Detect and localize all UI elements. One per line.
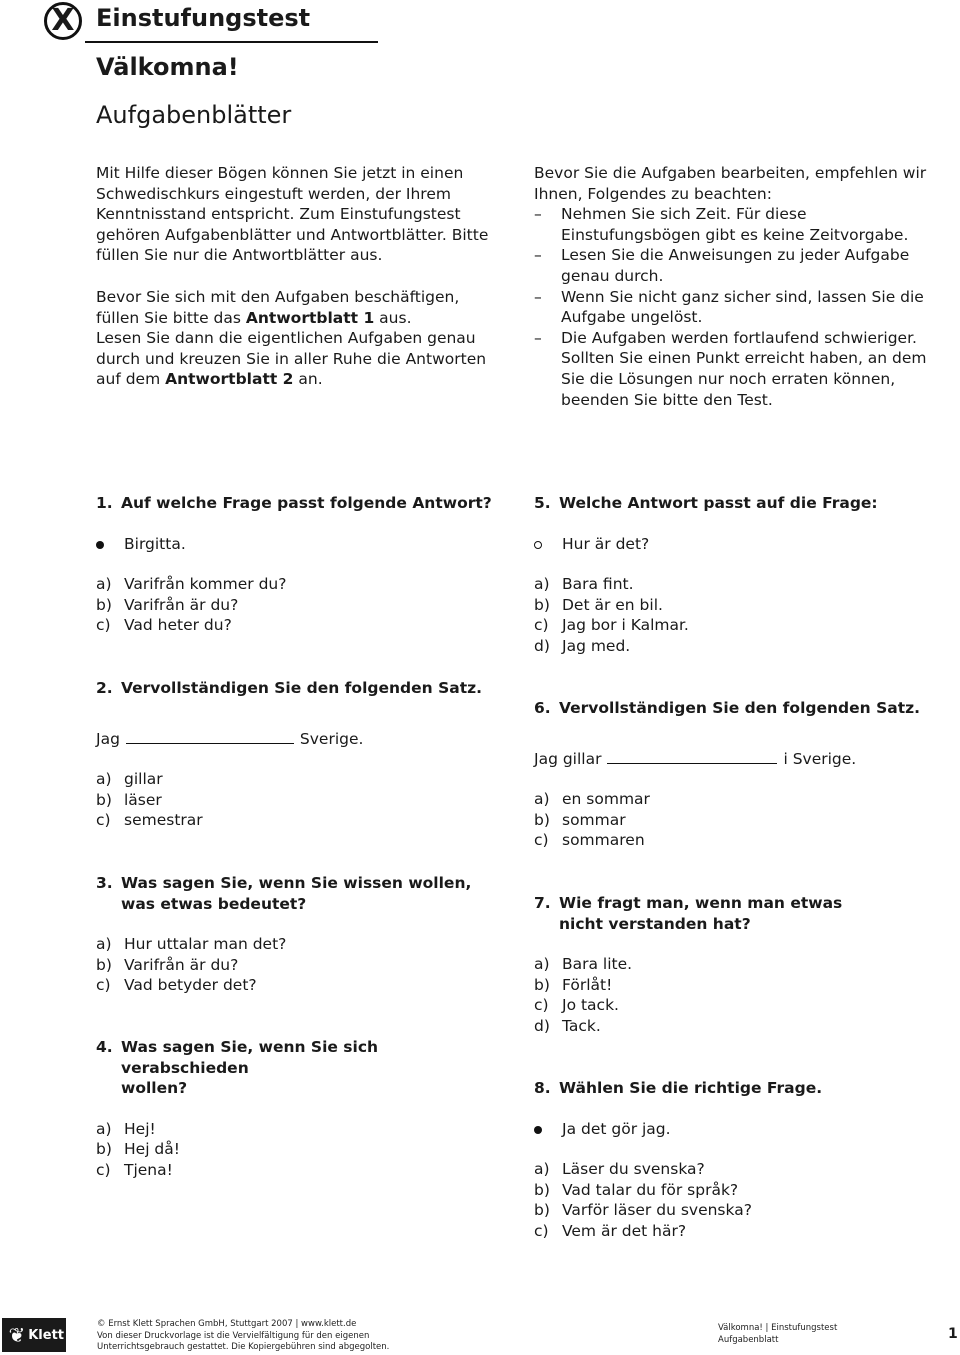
- option-label: b): [96, 595, 112, 614]
- option-label: a): [96, 575, 112, 594]
- option-text: Varifrån kommer du?: [124, 575, 287, 594]
- klett-emblem-icon: ❦: [8, 1323, 26, 1347]
- option-label: b): [96, 1140, 112, 1159]
- instruction-text: Lesen Sie die Anweisungen zu jeder Aufgabe genau durch.: [561, 246, 910, 285]
- answer-blank: [607, 749, 777, 764]
- section-heading: Aufgabenblätter: [96, 101, 292, 129]
- intro-paragraph-1: Mit Hilfe dieser Bögen können Sie jetzt in einen Schwedischkurs eingestuft werden, der Ihrem Kenntnisstand entspricht. Zum Einstufungstest gehören Aufgabenblätter und Antwortblätter. Bitte füllen Sie nur die Antwortblätter aus.: [96, 164, 489, 265]
- answer-option: [96, 955, 506, 976]
- page-title: Einstufungstest: [96, 4, 311, 32]
- question-text: Wählen Sie die richtige Frage.: [559, 1079, 823, 1097]
- reference-line: Aufgabenblatt: [718, 1334, 779, 1345]
- option-label: d): [534, 1016, 550, 1035]
- sentence-start: Jag gillar: [534, 749, 602, 768]
- option-text: semestrar: [124, 811, 203, 830]
- question-prompt: [96, 534, 506, 555]
- question-title: [96, 1037, 506, 1099]
- instruction-item: [534, 287, 934, 328]
- option-label: b): [96, 955, 112, 974]
- intro-paragraph-2: [96, 287, 496, 328]
- question-text-line: was etwas bedeutet?: [121, 894, 307, 913]
- question-number: 4.: [96, 1038, 113, 1056]
- question-title: [96, 678, 506, 699]
- question-8: [534, 1078, 944, 1242]
- question-prompt: [534, 1119, 944, 1140]
- option-label: c): [96, 811, 111, 830]
- answer-option: [534, 954, 944, 975]
- option-label: b): [534, 595, 550, 614]
- dash-bullet: –: [534, 287, 542, 306]
- answer-options: [96, 769, 506, 831]
- question-title: [96, 873, 506, 914]
- instruction-text: Nehmen Sie sich Zeit. Für diese Einstufungsbögen gibt es keine Zeitvorgabe.: [561, 205, 909, 244]
- answer-option: [96, 1160, 506, 1181]
- reference-line: Välkomna! | Einstufungstest: [718, 1323, 838, 1333]
- answer-option: [96, 1139, 506, 1160]
- option-label: c): [534, 616, 549, 635]
- intro-p3-text: Lesen Sie dann die eigentlichen Aufgaben genau durch und kreuzen Sie in aller Ruhe die Antworten auf dem: [96, 329, 487, 389]
- copyright-line: Von dieser Druckvorlage ist die Vervielfältigung für den eigenen: [97, 1330, 370, 1341]
- title-rule: [85, 41, 378, 43]
- question-text: Auf welche Frage passt folgende Antwort?: [121, 494, 492, 512]
- instruction-text: Wenn Sie nicht ganz sicher sind, lassen Sie die Aufgabe ungelöst.: [561, 287, 924, 327]
- answer-option: [534, 636, 944, 657]
- question-title: [534, 493, 944, 514]
- klett-logo: [2, 1318, 66, 1352]
- prompt-text: Birgitta.: [124, 534, 186, 553]
- answer-option: [96, 975, 506, 996]
- option-label: b): [534, 975, 550, 994]
- option-label: a): [96, 935, 112, 954]
- answer-option: [96, 769, 506, 790]
- option-label: b): [96, 790, 112, 809]
- answer-option: [534, 595, 944, 616]
- answer-option: [534, 574, 944, 595]
- option-text: Tack.: [562, 1016, 601, 1035]
- instruction-item: [534, 328, 934, 410]
- question-number: 2.: [96, 679, 113, 697]
- filled-bullet-icon: [534, 1119, 562, 1140]
- answer-option: [534, 1200, 944, 1221]
- dash-bullet: –: [534, 205, 542, 224]
- option-label: a): [534, 1160, 550, 1179]
- question-6: [534, 698, 944, 851]
- question-number: 5.: [534, 494, 551, 512]
- option-text: gillar: [124, 770, 163, 789]
- option-label: c): [534, 1221, 549, 1240]
- answer-option: [96, 934, 506, 955]
- intro-p2-bold: Antwortblatt 1: [245, 308, 375, 327]
- intro-paragraph-3: [96, 328, 496, 390]
- welcome-heading: Välkomna!: [96, 53, 239, 81]
- option-label: b): [534, 1180, 550, 1199]
- answer-option: [96, 574, 506, 595]
- answer-options: [534, 1159, 944, 1241]
- option-text: en sommar: [562, 790, 650, 809]
- question-text-line: wollen?: [121, 1079, 188, 1098]
- option-text: Varför läser du svenska?: [562, 1201, 752, 1220]
- option-label: c): [96, 1160, 111, 1179]
- answer-option: [96, 595, 506, 616]
- question-text-line: Wie fragt man, wenn man etwas: [559, 894, 843, 912]
- question-text: Vervollständigen Sie den folgenden Satz.: [121, 679, 483, 697]
- option-text: Jag med.: [562, 636, 631, 655]
- option-label: c): [534, 831, 549, 850]
- answer-option: [96, 615, 506, 636]
- option-text: Förlåt!: [562, 975, 613, 994]
- sentence-end: i Sverige.: [783, 749, 857, 768]
- question-title: [96, 493, 506, 514]
- answer-option: [534, 810, 944, 831]
- logo-glyph: X: [51, 3, 75, 38]
- answer-option: [96, 790, 506, 811]
- question-text: [121, 873, 471, 914]
- answer-blank: [126, 729, 294, 744]
- option-text: Hej då!: [124, 1140, 180, 1159]
- question-text: [121, 1037, 506, 1099]
- question-3: [96, 873, 506, 996]
- option-label: c): [96, 616, 111, 635]
- answer-option: [534, 975, 944, 996]
- copyright-line: Unterrichtsgebrauch gestattet. Die Kopiergebühren sind abgegolten.: [97, 1342, 390, 1352]
- answer-option: [96, 1119, 506, 1140]
- instruction-text: Die Aufgaben werden fortlaufend schwieriger. Sollten Sie einen Punkt erreicht haben, an dem Sie die Lösungen nur noch erraten können, beenden Sie bitte den Test.: [561, 328, 927, 409]
- question-text-line: Was sagen Sie, wenn Sie sich verabschieden: [121, 1038, 379, 1077]
- answer-options: [534, 789, 944, 851]
- answer-option: [534, 995, 944, 1016]
- question-prompt: [534, 534, 944, 555]
- question-4: [96, 1037, 506, 1181]
- answer-options: [96, 934, 506, 996]
- question-7: [534, 893, 944, 1037]
- answer-option: [534, 1180, 944, 1201]
- question-title: [534, 1078, 944, 1099]
- sentence-end: Sverige.: [299, 729, 364, 748]
- copyright-line: © Ernst Klett Sprachen GmbH, Stuttgart 2007 | www.klett.de: [97, 1319, 357, 1329]
- question-title: [534, 698, 944, 719]
- option-label: c): [534, 996, 549, 1015]
- instructions-lead: Bevor Sie die Aufgaben bearbeiten, empfehlen wir Ihnen, Folgendes zu beachten:: [534, 164, 927, 203]
- sentence-prompt: [96, 729, 506, 750]
- option-text: Hur uttalar man det?: [124, 935, 287, 954]
- answer-option: [534, 1016, 944, 1037]
- option-label: a): [534, 575, 550, 594]
- option-text: Jag bor i Kalmar.: [562, 616, 689, 635]
- option-label: a): [96, 1119, 112, 1138]
- option-text: Varifrån är du?: [124, 595, 239, 614]
- question-text-line: Was sagen Sie, wenn Sie wissen wollen,: [121, 874, 472, 892]
- question-number: 8.: [534, 1079, 551, 1097]
- answer-option: [534, 830, 944, 851]
- option-text: Vad talar du för språk?: [562, 1180, 739, 1199]
- intro-p2-end: aus.: [374, 308, 412, 327]
- option-text: sommaren: [562, 831, 645, 850]
- option-text: Läser du svenska?: [562, 1160, 705, 1179]
- intro-p2-text: Bevor Sie sich mit den Aufgaben beschäftigen, füllen Sie bitte das: [96, 288, 460, 327]
- test-logo-icon: [44, 2, 82, 40]
- question-text: Welche Antwort passt auf die Frage:: [559, 494, 878, 512]
- intro-p3-bold: Antwortblatt 2: [165, 370, 294, 389]
- option-label: a): [534, 955, 550, 974]
- dash-bullet: –: [534, 246, 542, 265]
- question-text-line: nicht verstanden hat?: [559, 914, 751, 933]
- question-text: Vervollständigen Sie den folgenden Satz.: [559, 699, 921, 717]
- option-label: b): [534, 810, 550, 829]
- option-label: b): [534, 1201, 550, 1220]
- open-bullet-icon: [534, 534, 562, 555]
- option-text: Tjena!: [124, 1160, 173, 1179]
- answer-options: [534, 954, 944, 1036]
- answer-options: [96, 574, 506, 636]
- question-number: 3.: [96, 874, 113, 892]
- option-label: d): [534, 636, 550, 655]
- sentence-start: Jag: [96, 729, 120, 748]
- option-label: a): [96, 770, 112, 789]
- option-text: Vad heter du?: [124, 616, 232, 635]
- answer-option: [534, 1159, 944, 1180]
- klett-brand: Klett: [28, 1327, 64, 1343]
- option-text: sommar: [562, 810, 626, 829]
- sentence-prompt: [534, 749, 944, 770]
- instruction-item: [534, 204, 934, 245]
- option-text: Jo tack.: [562, 996, 619, 1015]
- answer-option: [534, 789, 944, 810]
- answer-options: [96, 1119, 506, 1181]
- answer-option: [534, 1221, 944, 1242]
- instruction-item: [534, 245, 934, 286]
- answer-option: [96, 810, 506, 831]
- page-number: 1: [948, 1326, 958, 1342]
- option-label: c): [96, 976, 111, 995]
- answer-option: [534, 615, 944, 636]
- question-1: [96, 493, 506, 636]
- option-text: Bara fint.: [562, 575, 634, 594]
- dash-bullet: –: [534, 328, 542, 347]
- instructions-block: [534, 163, 934, 410]
- answer-options: [534, 574, 944, 656]
- prompt-text: Hur är det?: [562, 534, 650, 553]
- filled-bullet-icon: [96, 534, 124, 555]
- option-label: a): [534, 790, 550, 809]
- footer-reference: [718, 1323, 837, 1346]
- question-5: [534, 493, 944, 657]
- intro-p3-end: an.: [293, 370, 323, 389]
- option-text: Vad betyder det?: [124, 976, 257, 995]
- option-text: Bara lite.: [562, 955, 633, 974]
- question-number: 7.: [534, 894, 551, 912]
- question-number: 6.: [534, 699, 551, 717]
- option-text: Varifrån är du?: [124, 955, 239, 974]
- question-number: 1.: [96, 494, 113, 512]
- option-text: Hej!: [124, 1119, 156, 1138]
- footer-copyright: [97, 1319, 389, 1354]
- option-text: Det är en bil.: [562, 595, 663, 614]
- question-2: [96, 678, 506, 831]
- option-text: Vem är det här?: [562, 1221, 687, 1240]
- option-text: läser: [124, 790, 162, 809]
- prompt-text: Ja det gör jag.: [562, 1119, 671, 1138]
- question-text: [559, 893, 842, 934]
- question-title: [534, 893, 944, 934]
